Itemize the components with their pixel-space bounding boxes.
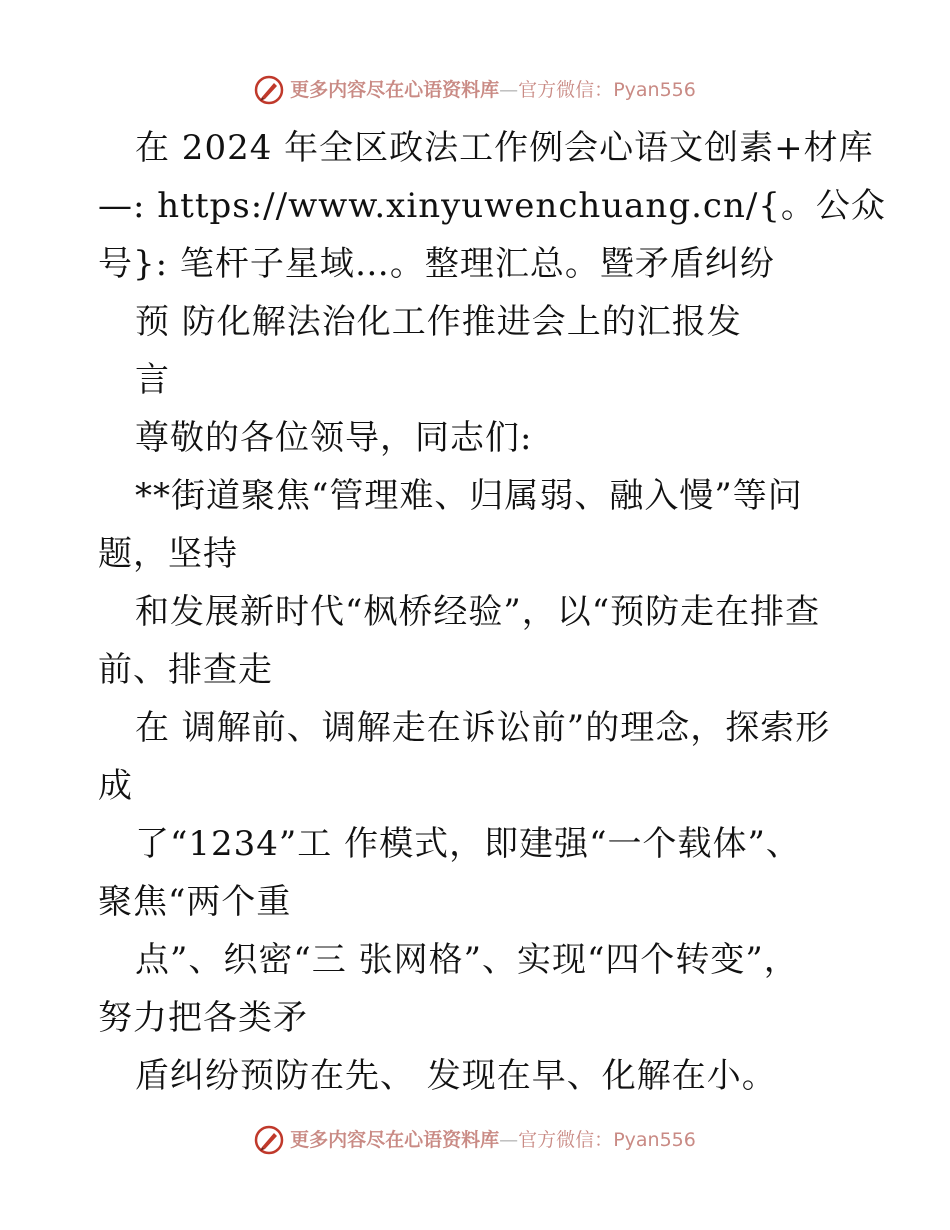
text-line: 聚焦“两个重 [98, 882, 292, 922]
text-line: 言 [135, 360, 170, 400]
text-line: 尊敬的各位领导，同志们: [135, 418, 533, 458]
text-line: 盾纠纷预防在先、 发现在早、化解在小。 [135, 1056, 777, 1096]
pen-logo-icon [254, 1125, 284, 1155]
banner-main-text: 更多内容尽在心语资料库 [290, 78, 500, 101]
text-line: **街道聚焦“管理难、归属弱、融入慢”等问 [135, 476, 803, 516]
banner-wechat-id: Pyan556 [613, 1128, 696, 1151]
text-line: 在 调解前、调解走在诉讼前”的理念，探索形 [135, 708, 831, 748]
banner-dash: — [499, 1128, 519, 1151]
text-line: 在 2024 年全区政法工作例会心语文创素+材库 [135, 128, 874, 168]
text-line: 成 [98, 766, 133, 806]
banner-wechat-id: Pyan556 [613, 78, 696, 101]
banner-dash: — [499, 78, 519, 101]
banner-sub-text: 官方微信： [518, 78, 614, 101]
text-line: 努力把各类矛 [98, 998, 308, 1038]
text-line: 了“1234”工 作模式，即建强“一个载体”、 [135, 824, 801, 864]
text-line: 和发展新时代“枫桥经验”，以“预防走在排查 [135, 592, 821, 632]
text-line: 题，坚持 [98, 534, 238, 574]
footer-watermark-banner [0, 1120, 950, 1160]
text-line: 号}: 笔杆子星域…。整理汇总。暨矛盾纠纷 [98, 244, 775, 284]
text-line: 预 防化解法治化工作推进会上的汇报发 [135, 302, 742, 342]
text-line: 点”、织密“三 张网格”、实现“四个转变”， [135, 940, 799, 980]
banner-sub-text: 官方微信： [518, 1128, 614, 1151]
text-line: 前、排查走 [98, 650, 273, 690]
banner-main-text: 更多内容尽在心语资料库 [290, 1128, 500, 1151]
text-line: —: https://www.xinyuwenchuang.cn/{。公众 [98, 186, 886, 226]
